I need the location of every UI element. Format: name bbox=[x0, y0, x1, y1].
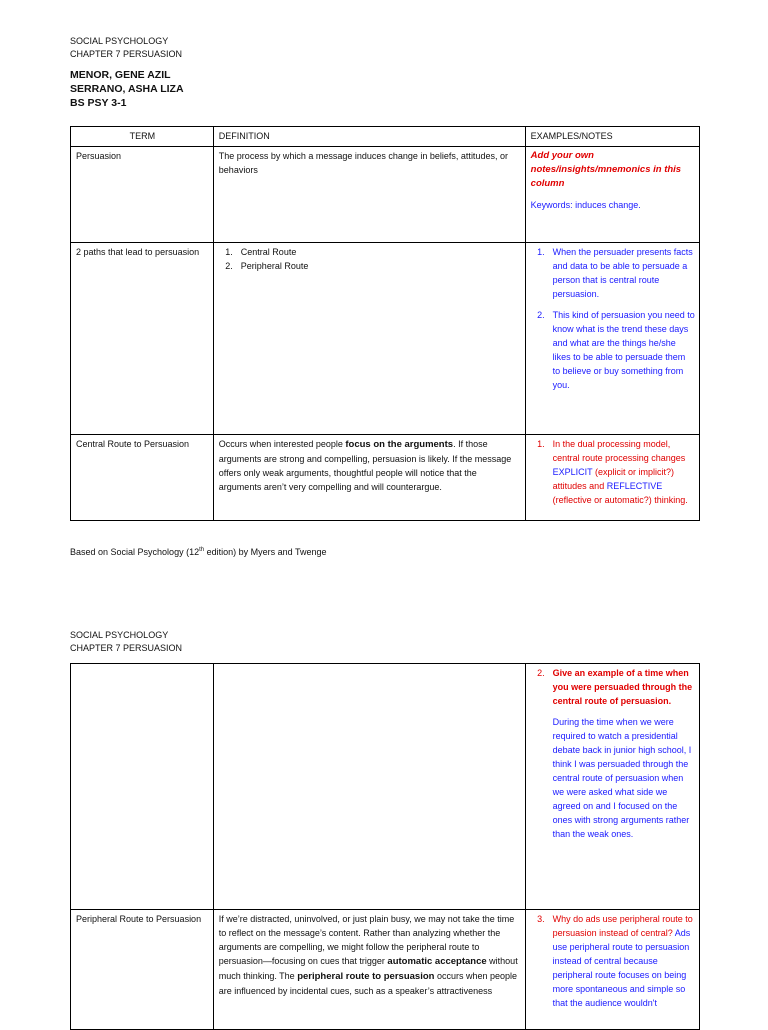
definition-cell: If we’re distracted, uninvolved, or just plain busy, we may not take the time to reflect on the message’s content. Rather than analyzing whether the arguments are compelling, we might follow the peripheral route to persuasion—focusing on cues that trigger automatic acceptance without much thinking. The peripheral route to persuasion occurs when people are influenced by incidental cues, such as a speaker’s attractiveness bbox=[213, 910, 525, 1030]
page-footer: Based on Social Psychology (12th edition) by Myers and Twenge bbox=[70, 547, 327, 557]
route-list bbox=[219, 245, 521, 273]
term-cell: Central Route to Persuasion bbox=[71, 435, 214, 521]
keywords-note: Keywords: induces change. bbox=[530, 200, 641, 210]
table-row bbox=[71, 147, 700, 243]
term-cell bbox=[71, 664, 214, 910]
notes-list bbox=[531, 245, 695, 392]
notes-prompt: Add your own notes/insights/mnemonics in this column bbox=[530, 150, 682, 189]
list-item: 2. Peripheral Route bbox=[225, 261, 309, 271]
notes-table-page1 bbox=[70, 126, 700, 521]
table-row bbox=[71, 435, 700, 521]
chapter-title: CHAPTER 7 PERSUASION bbox=[70, 643, 183, 653]
author-block bbox=[70, 68, 184, 110]
emphasis-text: automatic acceptance bbox=[387, 956, 487, 967]
definition-cell bbox=[213, 664, 525, 910]
notes-list bbox=[531, 912, 695, 1010]
term-cell: 2 paths that lead to persuasion bbox=[71, 243, 214, 435]
notes-list bbox=[531, 437, 695, 507]
question-text: Give an example of a time when you were persuaded through the central route of persuasion. bbox=[552, 668, 693, 706]
answer-text: Ads use peripheral route to persuasion instead of central because peripheral route focuses on being more spontaneous and simple so that the audience wouldn't bbox=[552, 928, 691, 1008]
list-item: 2. Give an example of a time when you were persuaded through the central route of persuasion. bbox=[537, 668, 693, 706]
list-item: 1. When the persuader presents facts and data to be able to persuade a person that is central route persuasion. bbox=[537, 247, 693, 299]
notes-cell bbox=[525, 147, 699, 243]
definition-cell bbox=[213, 243, 525, 435]
answer-text: During the time when we were required to watch a presidential debate back in junior high school, I think I was persuaded through the central route of persuasion when we were asked what side we agreed on and I focused on the ones with strong arguments rather than the weak ones. bbox=[552, 717, 692, 839]
table-row bbox=[71, 243, 700, 435]
emphasis-text: focus on the arguments bbox=[345, 439, 454, 450]
term-cell: Persuasion bbox=[71, 147, 214, 243]
examples-column-header: EXAMPLES/NOTES bbox=[525, 127, 699, 147]
term-cell: Peripheral Route to Persuasion bbox=[71, 910, 214, 1030]
table-row bbox=[71, 910, 700, 1030]
list-item bbox=[531, 715, 695, 841]
course-title: SOCIAL PSYCHOLOGY bbox=[70, 630, 169, 640]
emphasis-text: peripheral route to persuasion bbox=[297, 971, 435, 982]
question-text: Why do ads use peripheral route to persuasion instead of central? bbox=[552, 914, 693, 938]
notes-cell bbox=[525, 243, 699, 435]
list-item: 1. In the dual processing model, central route processing changes EXPLICIT (explicit or implicit?) attitudes and REFLECTIVE (reflective or automatic?) thinking. bbox=[537, 439, 688, 505]
notes-list bbox=[531, 666, 695, 841]
table-header-row bbox=[71, 127, 700, 147]
page2-header bbox=[70, 629, 182, 655]
list-item: 1. Central Route bbox=[225, 247, 297, 257]
table-row bbox=[71, 664, 700, 910]
notes-cell bbox=[525, 435, 699, 521]
chapter-title: CHAPTER 7 PERSUASION bbox=[70, 49, 183, 59]
list-item: 2. This kind of persuasion you need to know what is the trend these days and what are the things he/she likes to be able to persuade them to believe or buy something from you. bbox=[537, 310, 695, 390]
list-item: 3. Why do ads use peripheral route to persuasion instead of central? Ads use peripheral route to persuasion instead of central because peripheral route focuses on being more spontaneous and simple so that the audience wouldn't bbox=[537, 914, 693, 1008]
definition-column-header: DEFINITION bbox=[213, 127, 525, 147]
definition-cell: Occurs when interested people focus on the arguments. If those arguments are strong and compelling, persuasion is likely. If the message offers only weak arguments, thoughtful people will notice that the arguments aren’t very compelling and will counterargue. bbox=[213, 435, 525, 521]
author-name-1: MENOR, GENE AZIL bbox=[70, 69, 171, 81]
notes-cell bbox=[525, 664, 699, 910]
author-name-2: SERRANO, ASHA LIZA bbox=[70, 83, 184, 95]
term-column-header: TERM bbox=[71, 127, 214, 147]
notes-cell bbox=[525, 910, 699, 1030]
notes-table-page2 bbox=[70, 663, 700, 1030]
definition-cell: The process by which a message induces change in beliefs, attitudes, or behaviors bbox=[213, 147, 525, 243]
page1-header bbox=[70, 35, 182, 61]
section-label: BS PSY 3-1 bbox=[70, 97, 127, 109]
course-title: SOCIAL PSYCHOLOGY bbox=[70, 36, 169, 46]
